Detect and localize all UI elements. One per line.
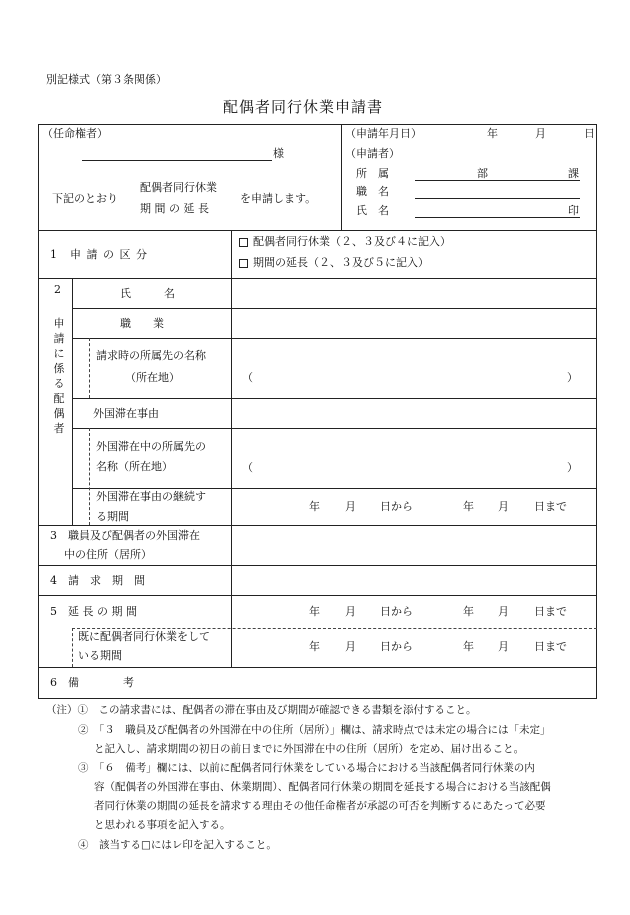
- row-divider: [38, 230, 597, 231]
- applicant-label: （申請者）: [345, 147, 400, 160]
- section-2-number: 2: [54, 283, 61, 296]
- section-4-label: 4 請 求 期 間: [50, 574, 145, 587]
- row-divider: [38, 525, 597, 526]
- spouse-job-label: 職 業: [120, 317, 164, 330]
- note-3c: 者同行休業の期間の延長を請求する理由その他任命権者が承認の可否を判断するにあたって必要: [94, 800, 546, 812]
- option-leave-text: 配偶者同行休業（２、３及び４に記入）: [253, 235, 451, 248]
- month-label: 月: [498, 605, 509, 618]
- option-extension-row[interactable]: [239, 257, 429, 268]
- checkbox[interactable]: [239, 238, 248, 247]
- request-prefix: 下記のとおり: [52, 192, 118, 205]
- note-2a: ② 「３ 職員及び配偶者の外国滞在中の住所（居所）」欄は、請求時点では未定の場合には「未定」: [78, 724, 551, 736]
- until-label: 日まで: [534, 605, 567, 618]
- abroad-period-label-2: る期間: [96, 510, 129, 523]
- row-divider: [72, 398, 597, 399]
- month-label: 月: [498, 500, 509, 513]
- prev-leave-label-1: 既に配偶者同行休業をして: [78, 630, 210, 643]
- request-suffix: を申請します。: [240, 192, 317, 205]
- name-field[interactable]: [415, 217, 580, 218]
- position-label: 職 名: [356, 185, 389, 198]
- note-2b: と記入し、請求期間の初日の前日までに外国滞在中の住所（居所）を定め、届け出ること。: [94, 743, 525, 755]
- affiliation-field[interactable]: [415, 180, 580, 181]
- date-day: 日: [584, 127, 595, 140]
- name-label: 氏 名: [356, 204, 389, 217]
- date-year: 年: [487, 127, 498, 140]
- paren-open: （: [242, 461, 253, 474]
- from-label: 日から: [380, 500, 413, 513]
- request-option-extension: 期 間 の 延 長: [140, 202, 209, 215]
- abroad-reason-label: 外国滞在事由: [93, 407, 159, 420]
- spouse-org-label-2: （所在地）: [125, 371, 180, 384]
- dept-label: 部: [477, 167, 488, 180]
- month-label: 月: [498, 640, 509, 653]
- appointer-label: （任命権者）: [42, 127, 108, 140]
- checkbox[interactable]: [239, 259, 248, 268]
- appointer-name-field[interactable]: [82, 160, 272, 161]
- spouse-org-label-1: 請求時の所属先の名称: [96, 349, 206, 362]
- from-label: 日から: [380, 605, 413, 618]
- abroad-org-label-2: 名称（所在地）: [96, 460, 173, 473]
- year-label: 年: [309, 500, 320, 513]
- date-label: （申請年月日）: [345, 127, 422, 140]
- form-label: 別記様式（第３条関係）: [46, 73, 167, 86]
- sama-label: 様: [273, 147, 284, 160]
- option-extension-text: 期間の延長（２、３及び５に記入）: [253, 256, 429, 269]
- seal-mark: 印: [568, 204, 579, 217]
- note-1: （注）① この請求書には、配偶者の滞在事由及び期間が確認できる書類を添付すること。: [46, 704, 477, 716]
- month-label: 月: [345, 605, 356, 618]
- position-field[interactable]: [415, 198, 580, 199]
- row-divider: [38, 565, 597, 566]
- section-5-label: 5 延 長 の 期 間: [50, 605, 137, 618]
- month-label: 月: [345, 640, 356, 653]
- page-title: 配偶者同行休業申請書: [223, 98, 384, 116]
- option-leave-row[interactable]: [239, 236, 451, 247]
- paren-close: ）: [567, 461, 578, 474]
- abroad-org-label-1: 外国滞在中の所属先の: [96, 440, 206, 453]
- dashed-divider: [72, 628, 597, 629]
- section-2-vertical-label: 申請に係る配偶者: [53, 317, 65, 435]
- until-label: 日まで: [534, 640, 567, 653]
- affiliation-label: 所 属: [356, 167, 389, 180]
- row-divider: [38, 595, 597, 596]
- dashed-col-divider: [72, 628, 73, 667]
- row-divider: [38, 278, 597, 279]
- year-label: 年: [309, 605, 320, 618]
- year-label: 年: [463, 605, 474, 618]
- spouse-name-label: 氏 名: [120, 287, 175, 300]
- section-3-label-1: 3 職員及び配偶者の外国滞在: [50, 529, 200, 542]
- row-divider: [72, 488, 597, 489]
- row-divider: [72, 428, 597, 429]
- date-month: 月: [535, 127, 546, 140]
- request-option-leave: 配偶者同行休業: [140, 181, 217, 194]
- month-label: 月: [345, 500, 356, 513]
- row-divider: [38, 667, 597, 668]
- from-label: 日から: [380, 640, 413, 653]
- prev-leave-label-2: いる期間: [78, 649, 122, 662]
- note-3d: と思われる事項を記入する。: [94, 819, 231, 831]
- paren-close: ）: [567, 371, 578, 384]
- year-label: 年: [309, 640, 320, 653]
- paren-open: （: [242, 371, 253, 384]
- year-label: 年: [463, 640, 474, 653]
- row-divider: [72, 338, 597, 339]
- section-1-label: 1 申 請 の 区 分: [50, 248, 148, 261]
- dashed-col-divider: [89, 428, 90, 525]
- note-3b: 容（配偶者の外国滞在事由、休業期間）、配偶者同行休業の期間を延長する場合における当該配偶: [94, 781, 551, 793]
- section-3-label-2: 中の住所（居所）: [64, 548, 152, 561]
- year-label: 年: [463, 500, 474, 513]
- note-4: ④ 該当する□にはレ印を記入すること。: [78, 839, 277, 851]
- abroad-period-label-1: 外国滞在事由の継続す: [96, 490, 206, 503]
- section-6-label: 6 備 考: [50, 676, 134, 689]
- col-divider: [231, 230, 232, 667]
- note-3a: ③ 「６ 備考」欄には、以前に配偶者同行休業をしている場合における当該配偶者同行休業の内: [78, 762, 535, 774]
- col-divider: [341, 124, 342, 230]
- col-divider: [72, 278, 73, 525]
- until-label: 日まで: [534, 500, 567, 513]
- dashed-col-divider: [89, 338, 90, 398]
- section-label: 課: [568, 167, 579, 180]
- row-divider: [72, 308, 597, 309]
